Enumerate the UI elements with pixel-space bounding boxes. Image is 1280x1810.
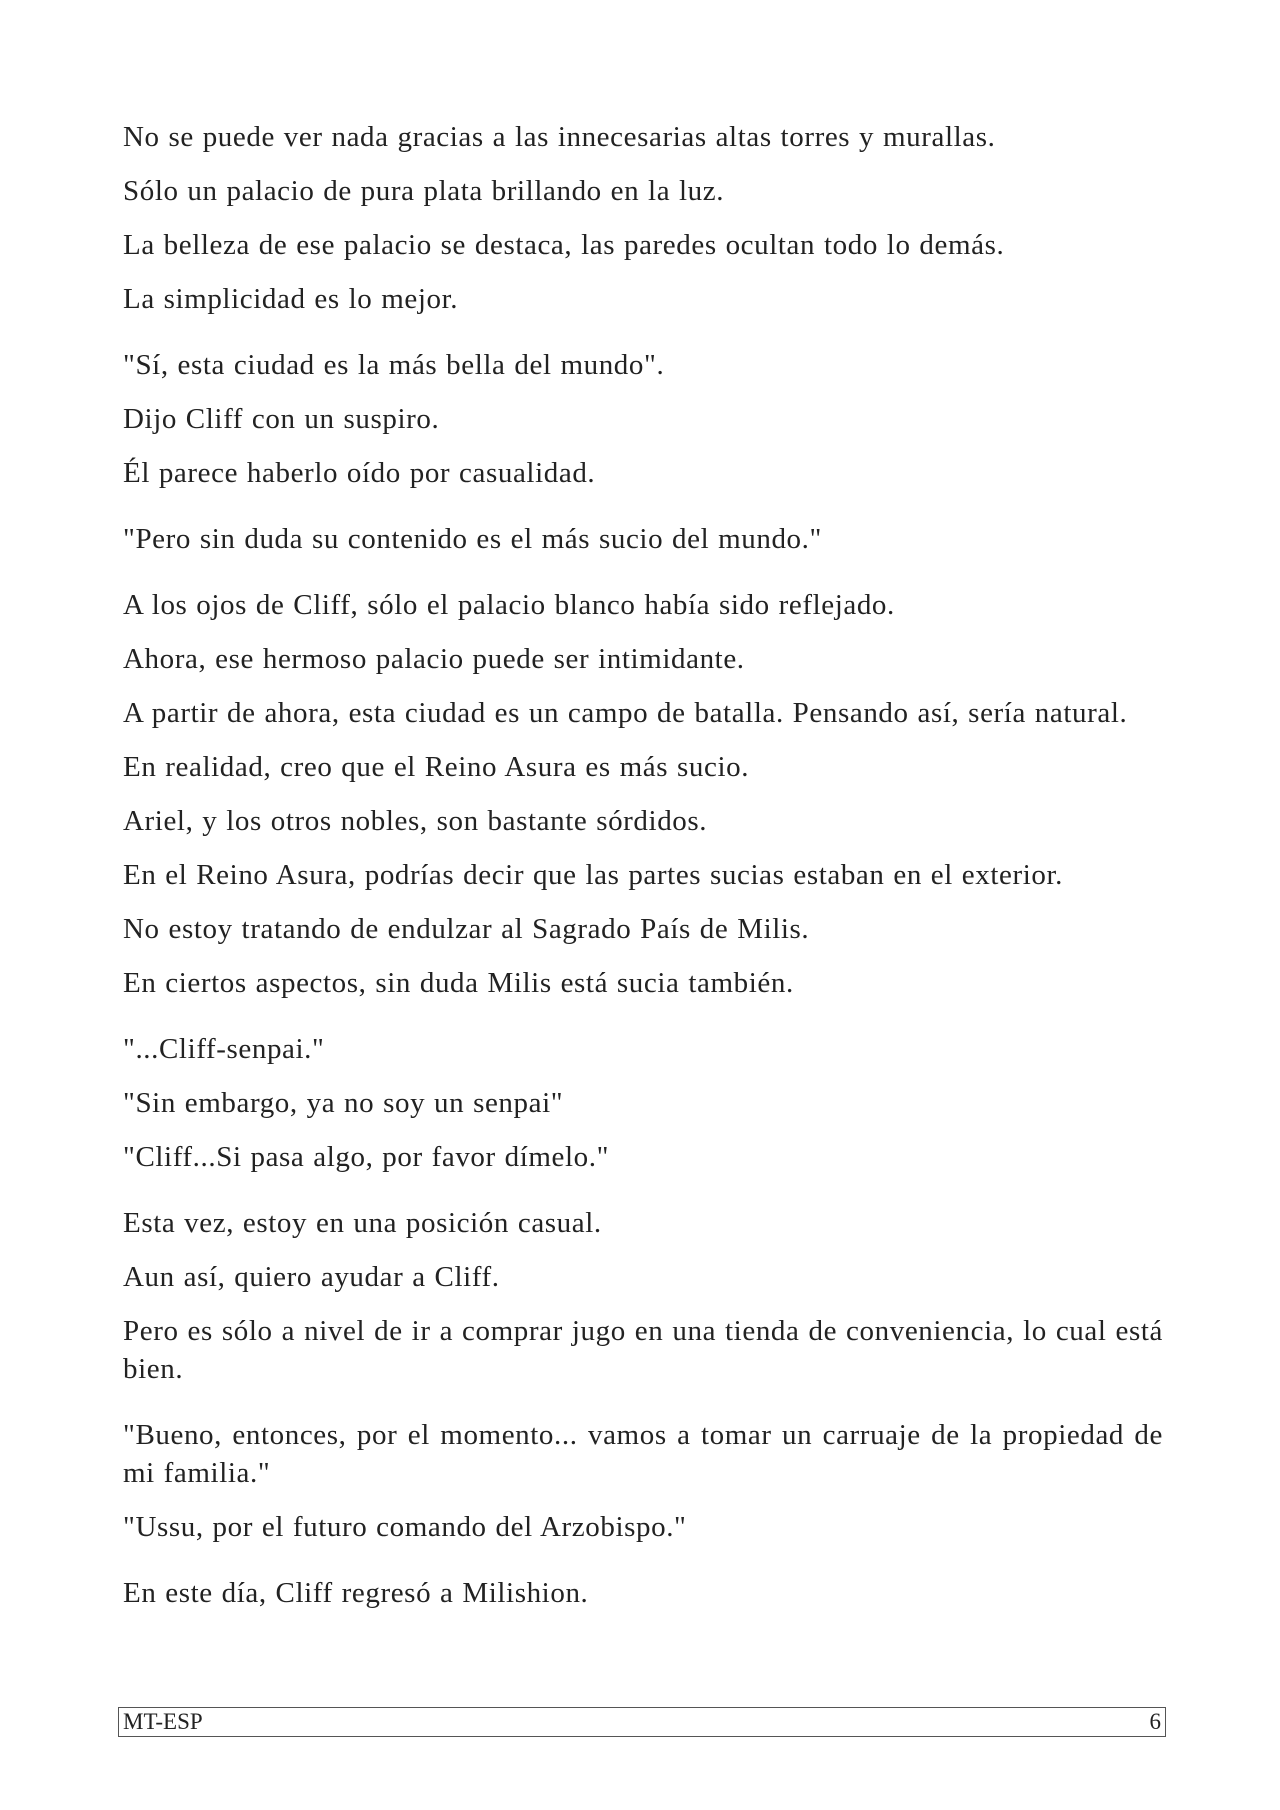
paragraph: Sólo un palacio de pura plata brillando en la luz. xyxy=(123,175,725,207)
paragraph: "Cliff...Si pasa algo, por favor dímelo." xyxy=(123,1141,610,1173)
paragraph: "Sin embargo, ya no soy un senpai" xyxy=(123,1087,564,1119)
page-number: 6 xyxy=(1149,1709,1161,1734)
paragraph: No estoy tratando de endulzar al Sagrado País de Milis. xyxy=(123,913,810,945)
paragraph: "Bueno, entonces, por el momento... vamos a tomar un carruaje de la propiedad de mi familia." xyxy=(123,1419,1163,1489)
paragraph: En el Reino Asura, podrías decir que las partes sucias estaban en el exterior. xyxy=(123,859,1063,891)
paragraph: Esta vez, estoy en una posición casual. xyxy=(123,1207,602,1239)
paragraph: Ahora, ese hermoso palacio puede ser intimidante. xyxy=(123,643,745,675)
paragraph: La belleza de ese palacio se destaca, las paredes ocultan todo lo demás. xyxy=(123,229,1005,261)
paragraph: En este día, Cliff regresó a Milishion. xyxy=(123,1577,589,1609)
paragraph: "Ussu, por el futuro comando del Arzobispo." xyxy=(123,1511,687,1543)
paragraph: Él parece haberlo oído por casualidad. xyxy=(123,457,596,489)
paragraph: Pero es sólo a nivel de ir a comprar jugo en una tienda de conveniencia, lo cual está bien. xyxy=(123,1315,1163,1385)
paragraph: Dijo Cliff con un suspiro. xyxy=(123,403,440,435)
paragraph: Aun así, quiero ayudar a Cliff. xyxy=(123,1261,500,1293)
footer-label: MT-ESP xyxy=(123,1709,203,1734)
paragraph: "Pero sin duda su contenido es el más sucio del mundo." xyxy=(123,523,822,555)
page-footer xyxy=(118,1707,1166,1737)
paragraph: Ariel, y los otros nobles, son bastante sórdidos. xyxy=(123,805,708,837)
paragraph: La simplicidad es lo mejor. xyxy=(123,283,459,315)
paragraph: No se puede ver nada gracias a las innecesarias altas torres y murallas. xyxy=(123,121,996,153)
paragraph: "...Cliff-senpai." xyxy=(123,1033,325,1065)
paragraph: A partir de ahora, esta ciudad es un campo de batalla. Pensando así, sería natural. xyxy=(123,697,1128,729)
paragraph: A los ojos de Cliff, sólo el palacio blanco había sido reflejado. xyxy=(123,589,895,621)
page-body xyxy=(123,118,1163,1612)
paragraph: En ciertos aspectos, sin duda Milis está sucia también. xyxy=(123,967,794,999)
paragraph: "Sí, esta ciudad es la más bella del mundo". xyxy=(123,349,665,381)
paragraph: En realidad, creo que el Reino Asura es más sucio. xyxy=(123,751,750,783)
